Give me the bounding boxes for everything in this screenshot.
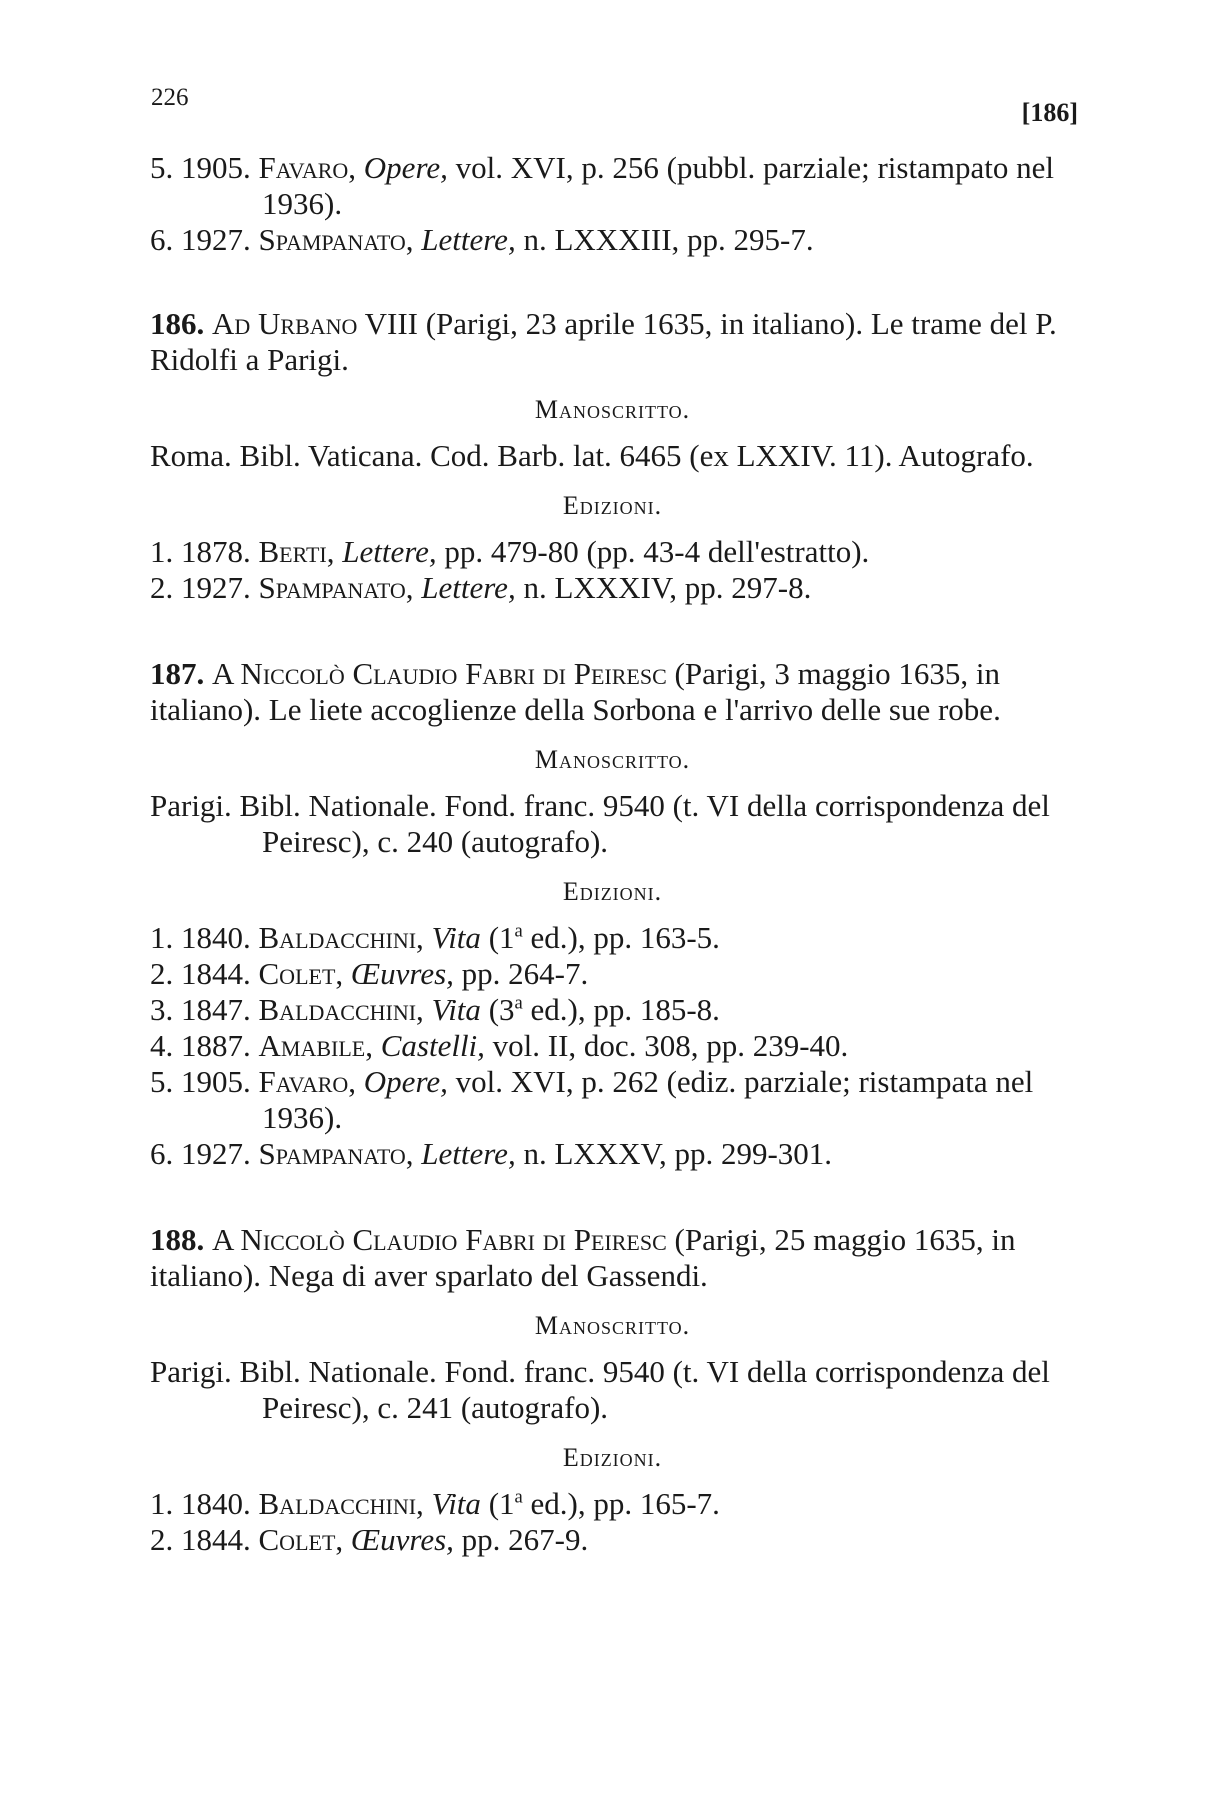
edition-item: 2. 1844. Colet, Œuvres, pp. 267-9. xyxy=(150,1522,589,1557)
edition-item: 6. 1927. Spampanato, Lettere, n. LXXXIII, pp. 295-7. xyxy=(150,222,814,257)
manuscript-heading: Manoscritto. xyxy=(534,1311,691,1340)
editions-heading: Edizioni. xyxy=(562,1443,663,1472)
page-reference: [186] xyxy=(1021,98,1078,127)
entry-title: 188. A Niccolò Claudio Fabri di Peiresc (Parigi, 25 maggio 1635, in italiano). Nega di aver sparlato del Gassendi. xyxy=(150,1222,1016,1293)
edition-item: 4. 1887. Amabile, Castelli, vol. II, doc. 308, pp. 239-40. xyxy=(150,1028,849,1063)
edition-item: 2. 1844. Colet, Œuvres, pp. 264-7. xyxy=(150,956,589,991)
entry-186 xyxy=(150,306,1075,606)
manuscript-heading: Manoscritto. xyxy=(534,745,691,774)
manuscript-text: Parigi. Bibl. Nationale. Fond. franc. 9540 (t. VI della corrispondenza del Peiresc), c. 241 (autografo). xyxy=(150,1354,1050,1425)
manuscript-text: Parigi. Bibl. Nationale. Fond. franc. 9540 (t. VI della corrispondenza del Peiresc), c. 240 (autografo). xyxy=(150,788,1050,859)
editions-heading: Edizioni. xyxy=(562,877,663,906)
manuscript-text: Roma. Bibl. Vaticana. Cod. Barb. lat. 6465 (ex LXXIV. 11). Autografo. xyxy=(150,438,1034,473)
document-body xyxy=(150,150,1075,1558)
entry-188 xyxy=(150,1222,1075,1558)
edition-item: 3. 1847. Baldacchini, Vita (3$^a$ ed.), pp. 185-8. xyxy=(150,992,720,1027)
edition-item: 1. 1840. Baldacchini, Vita (1$^a$ ed.), pp. 165-7. xyxy=(150,1486,720,1521)
manuscript-heading: Manoscritto. xyxy=(534,395,691,424)
edition-item: 6. 1927. Spampanato, Lettere, n. LXXXV, pp. 299-301. xyxy=(150,1136,833,1171)
page-number: 226 xyxy=(151,84,189,111)
entry-title: 186. Ad Urbano VIII (Parigi, 23 aprile 1635, in italiano). Le trame del P. Ridolfi a Parigi. xyxy=(150,306,1057,377)
entry-187 xyxy=(150,656,1075,1172)
editions-heading: Edizioni. xyxy=(562,491,663,520)
edition-item: 5. 1905. Favaro, Opere, vol. XVI, p. 262 (ediz. parziale; ristampata nel 1936). xyxy=(150,1064,1034,1135)
entry-title: 187. A Niccolò Claudio Fabri di Peiresc (Parigi, 3 maggio 1635, in italiano). Le liete accoglienze della Sorbona e l'arrivo delle sue robe. xyxy=(150,656,1001,727)
edition-item: 1. 1878. Berti, Lettere, pp. 479-80 (pp. 43-4 dell'estratto). xyxy=(150,534,870,569)
edition-item: 1. 1840. Baldacchini, Vita (1$^a$ ed.), pp. 163-5. xyxy=(150,920,720,955)
edition-item: 5. 1905. Favaro, Opere, vol. XVI, p. 256 (pubbl. parziale; ristampato nel 1936). xyxy=(150,150,1054,221)
edition-item: 2. 1927. Spampanato, Lettere, n. LXXXIV, pp. 297-8. xyxy=(150,570,812,605)
preceding-editions xyxy=(150,150,1075,258)
